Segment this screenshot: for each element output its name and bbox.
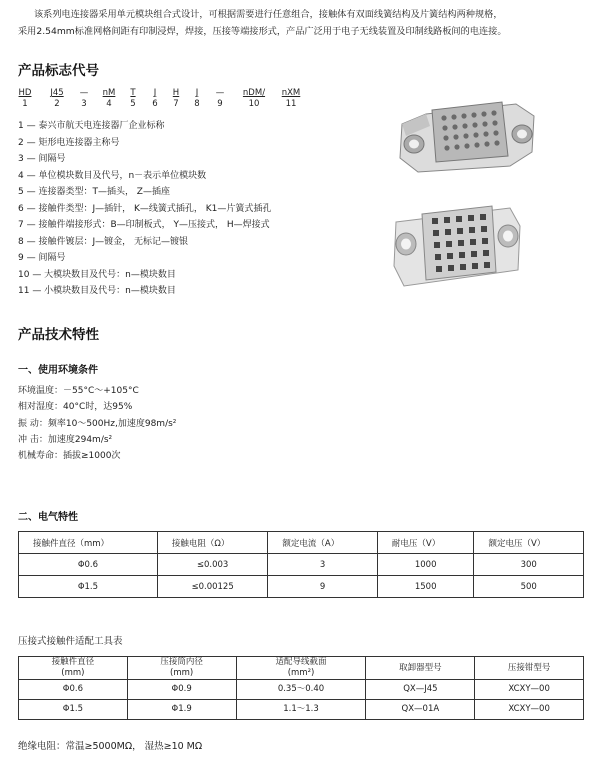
env-value: 40°C时，达95% xyxy=(63,402,133,413)
env-label: 环境温度： xyxy=(18,386,64,396)
env-label: 振 动： xyxy=(18,418,48,429)
designation-legend xyxy=(18,118,398,300)
legend-item: 11 — 小模块数目及代号：n—模块数目 xyxy=(18,286,176,296)
table-cell: Φ1.5 xyxy=(19,576,158,598)
env-value: 加速度294m/s² xyxy=(47,434,113,445)
tool-table-title: 压接式接触件适配工具表 xyxy=(18,636,123,647)
code-number: 6 xyxy=(152,99,158,109)
code-number: 2 xyxy=(54,99,60,109)
intro-line-1: 该系列电连接器采用单元模块组合式设计，可根据需要进行任意组合，接触体有双面线簧结构及片簧结构两种规格， xyxy=(34,9,503,20)
env-item xyxy=(18,416,176,432)
table-header-cell: 接触件直径（mm） xyxy=(19,532,158,554)
legend-item: 3 — 间隔号 xyxy=(18,154,66,164)
code-number: 4 xyxy=(106,99,112,109)
code-item xyxy=(214,88,226,109)
legend-item: 2 — 矩形电连接器主称号 xyxy=(18,137,120,148)
table-cell: XCXY—00 xyxy=(475,700,584,720)
code-text: — xyxy=(79,88,89,98)
table-cell: XCXY—00 xyxy=(475,680,584,700)
table-row xyxy=(19,554,584,576)
table-row xyxy=(19,576,584,598)
header-line-1: 取卸器型号 xyxy=(399,662,442,673)
table-cell: 1.1～1.3 xyxy=(236,700,366,720)
table-header-cell: 额定电压（V） xyxy=(474,532,584,554)
code-item xyxy=(150,88,160,109)
code-item xyxy=(100,88,118,109)
env-value: 插拔≥1000次 xyxy=(63,451,121,462)
env-value: 频率10～500Hz,加速度98m/s² xyxy=(47,418,177,429)
table-cell: Φ1.9 xyxy=(127,700,236,720)
code-item xyxy=(18,88,32,109)
code-number: 10 xyxy=(248,99,260,109)
table-header-cell xyxy=(366,657,475,680)
table-cell: 1500 xyxy=(377,576,474,598)
table-cell: 300 xyxy=(474,554,584,576)
env-label: 相对湿度： xyxy=(18,402,64,413)
code-text: J xyxy=(153,88,157,98)
env-value: －55°C～+105°C xyxy=(63,386,139,396)
table-header-cell xyxy=(236,657,366,680)
insulation-resistance: 绝缘电阻：常温≥5000MΩ， 湿热≥10 MΩ xyxy=(18,741,203,752)
table-cell: ≤0.00125 xyxy=(157,576,268,598)
legend-item: 4 — 单位模块数目及代号，n－表示单位模块数 xyxy=(18,170,207,181)
header-line-2: (mm²) xyxy=(287,668,315,678)
table-header-cell: 耐电压（V） xyxy=(377,532,474,554)
code-text: J xyxy=(195,88,199,98)
table-cell: Φ0.6 xyxy=(19,554,158,576)
intro-line-2: 采用2.54mm标准网格间距有印制浸焊，焊接，压接等端接形式，产品广泛用于电子无线装置及印制线路板间的电连接。 xyxy=(18,26,507,37)
env-item xyxy=(18,383,176,399)
env-label: 冲 击： xyxy=(18,434,48,445)
electrical-section-title: 二、电气特性 xyxy=(18,512,78,523)
code-text: — xyxy=(215,88,225,98)
specs-title: 产品技术特性 xyxy=(18,327,99,343)
table-header-cell: 额定电流（A） xyxy=(268,532,378,554)
table-header-cell xyxy=(19,657,128,680)
code-item xyxy=(78,88,90,109)
code-number: 1 xyxy=(22,99,28,109)
code-item xyxy=(46,88,68,109)
code-number: 11 xyxy=(285,99,297,109)
code-item xyxy=(192,88,202,109)
tool-table xyxy=(18,656,584,720)
code-number: 7 xyxy=(173,99,179,109)
env-label: 机械寿命： xyxy=(18,451,64,462)
code-text: J45 xyxy=(50,88,64,98)
legend-item: 1 — 泰兴市航天电连接器厂企业标称 xyxy=(18,121,165,131)
code-number: 5 xyxy=(130,99,136,109)
table-header-row xyxy=(19,657,584,680)
header-line-1: 适配导线截面 xyxy=(275,657,327,667)
env-section-title: 一、使用环境条件 xyxy=(18,365,98,376)
env-item xyxy=(18,432,176,448)
code-text: H xyxy=(172,88,180,98)
code-number: 8 xyxy=(194,99,200,109)
code-item xyxy=(128,88,138,109)
table-row xyxy=(19,700,584,720)
table-header-row xyxy=(19,532,584,554)
legend-item: 5 — 连接器类型：T—插头， Z—插座 xyxy=(18,187,170,197)
table-cell: ≤0.003 xyxy=(157,554,268,576)
table-cell: QX—01A xyxy=(366,700,475,720)
designation-code-row xyxy=(18,88,318,114)
table-cell: Φ0.6 xyxy=(19,680,128,700)
table-cell: Φ0.9 xyxy=(127,680,236,700)
header-line-2: (mm) xyxy=(170,668,194,678)
env-item xyxy=(18,448,176,464)
table-cell: Φ1.5 xyxy=(19,700,128,720)
header-line-1: 压接钳型号 xyxy=(507,662,551,673)
code-text: nDM/ xyxy=(242,88,266,98)
env-item xyxy=(18,399,176,415)
environment-list xyxy=(18,383,176,464)
electrical-table xyxy=(18,531,584,598)
code-text: HD xyxy=(18,88,32,98)
code-text: nXM xyxy=(281,88,301,98)
table-cell: 500 xyxy=(474,576,584,598)
legend-item: 8 — 接触件镀层：J—镀金， 无标记—镀银 xyxy=(18,236,188,247)
code-number: 3 xyxy=(81,99,87,109)
connector-plug-photo xyxy=(398,86,538,178)
table-cell: 3 xyxy=(268,554,378,576)
table-row xyxy=(19,680,584,700)
connector-socket-photo xyxy=(392,200,522,292)
table-cell: 0.35～0.40 xyxy=(236,680,366,700)
legend-item: 7 — 接触件端接形式：B—印制板式， Y—压接式， H—焊接式 xyxy=(18,220,270,230)
code-item xyxy=(171,88,181,109)
code-number: 9 xyxy=(217,99,223,109)
table-header-cell xyxy=(475,657,584,680)
table-header-cell xyxy=(127,657,236,680)
legend-item: 6 — 接触件类型：J—插针， K—线簧式插孔， K1—片簧式插孔 xyxy=(18,203,272,214)
header-line-2: (mm) xyxy=(61,668,85,678)
legend-item: 9 — 间隔号 xyxy=(18,253,66,263)
code-text: T xyxy=(130,88,136,98)
legend-item: 10 — 大模块数目及代号：n—模块数目 xyxy=(18,269,176,280)
header-line-1: 压接筒内径 xyxy=(160,657,203,667)
table-header-cell: 接触电阻（Ω） xyxy=(157,532,268,554)
header-line-1: 接触件直径 xyxy=(51,657,95,667)
table-cell: 1000 xyxy=(377,554,474,576)
designation-title: 产品标志代号 xyxy=(18,63,99,79)
code-text: nM xyxy=(102,88,116,98)
code-item xyxy=(239,88,269,109)
code-item xyxy=(280,88,302,109)
intro-paragraph xyxy=(18,6,590,40)
table-cell: 9 xyxy=(268,576,378,598)
table-cell: QX—J45 xyxy=(366,680,475,700)
